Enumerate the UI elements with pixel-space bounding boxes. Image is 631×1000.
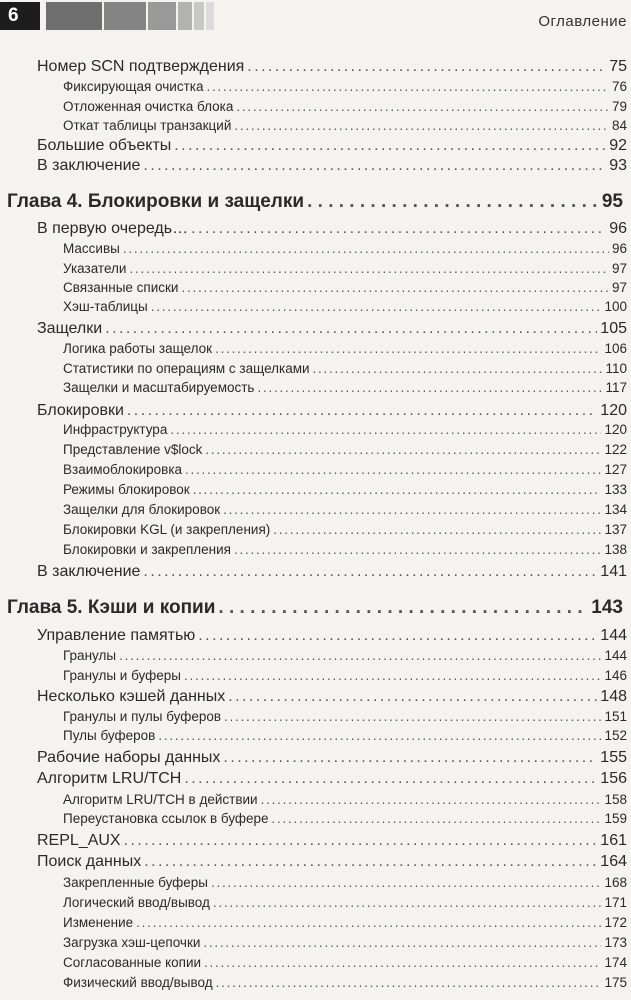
toc-entry-page: 97 bbox=[611, 280, 627, 295]
dot-leader bbox=[204, 955, 601, 970]
toc-entry-page: 117 bbox=[605, 380, 627, 395]
toc-entry bbox=[63, 709, 627, 724]
toc-entry-title: Взаимоблокировка bbox=[63, 462, 183, 477]
toc-entry bbox=[63, 299, 627, 314]
toc-entry-page: 164 bbox=[600, 853, 627, 870]
dot-leader bbox=[105, 320, 597, 338]
toc-entry-page: 156 bbox=[600, 770, 627, 787]
dot-leader bbox=[129, 261, 609, 276]
toc-entry-title: Гранулы и буферы bbox=[63, 668, 181, 683]
toc-entry bbox=[63, 241, 627, 256]
toc-entry-title: Блокировки KGL (и закрепления) bbox=[63, 522, 271, 537]
toc-entry-title: В заключение bbox=[37, 563, 141, 580]
toc-entry-title: Алгоритм LRU/TCH в действии bbox=[63, 792, 258, 807]
page-number: 6 bbox=[0, 2, 40, 30]
toc-entry-title: Поиск данных bbox=[37, 853, 142, 870]
toc-entry bbox=[63, 792, 627, 807]
toc-entry-title: Алгоритм LRU/TCH bbox=[37, 770, 182, 787]
toc-entry-page: 168 bbox=[604, 875, 627, 890]
toc-entry bbox=[63, 118, 627, 133]
toc-entry bbox=[63, 648, 627, 663]
toc-entry-page: 133 bbox=[604, 482, 627, 497]
toc-entry-title: Режимы блокировок bbox=[63, 482, 190, 497]
toc-entry-page: 174 bbox=[604, 955, 627, 970]
dot-leader bbox=[223, 502, 601, 517]
toc-entry bbox=[37, 688, 627, 706]
toc-entry bbox=[63, 79, 627, 94]
dot-leader bbox=[191, 220, 606, 238]
dot-leader bbox=[143, 563, 597, 581]
toc-entry bbox=[37, 749, 627, 767]
dot-leader bbox=[151, 299, 602, 314]
dot-leader bbox=[185, 462, 601, 477]
toc-entry-title: Номер SCN подтверждения bbox=[37, 58, 245, 75]
dot-leader bbox=[136, 915, 601, 930]
toc-entry bbox=[63, 668, 627, 683]
toc-entry-title: Глава 5. Кэши и копии bbox=[7, 597, 216, 618]
dot-leader bbox=[144, 853, 597, 871]
toc-entry-page: 155 bbox=[600, 749, 627, 766]
toc-entry-page: 96 bbox=[611, 241, 627, 256]
toc-entry-page: 110 bbox=[605, 361, 627, 376]
toc-entry bbox=[63, 422, 627, 437]
toc-entry-page: 106 bbox=[604, 341, 627, 356]
dot-leader bbox=[207, 79, 609, 94]
toc-entry bbox=[63, 975, 627, 990]
toc-entry-title: Представление v$lock bbox=[63, 442, 203, 457]
dot-leader bbox=[247, 58, 606, 76]
dot-leader bbox=[313, 361, 603, 376]
toc-entry bbox=[63, 522, 627, 537]
toc-entry-title: Связанные списки bbox=[63, 280, 179, 295]
toc-entry-title: Статистики по операциям с защелками bbox=[63, 361, 310, 376]
toc-entry-page: 172 bbox=[604, 915, 627, 930]
toc-entry bbox=[63, 462, 627, 477]
dot-leader bbox=[184, 770, 597, 788]
toc-entry bbox=[37, 220, 627, 238]
toc-entry-title: Хэш-таблицы bbox=[63, 299, 148, 314]
toc-entry-page: 79 bbox=[611, 99, 627, 114]
toc-entry bbox=[37, 402, 627, 420]
dot-leader bbox=[205, 442, 601, 457]
toc-entry-title: Гранулы bbox=[63, 648, 117, 663]
dot-leader bbox=[123, 241, 609, 256]
dot-leader bbox=[307, 191, 599, 213]
toc-entry bbox=[63, 380, 627, 395]
toc-entry bbox=[37, 320, 627, 338]
toc-entry-title: Фиксирующая очистка bbox=[63, 79, 204, 94]
dot-leader bbox=[257, 380, 602, 395]
dot-leader bbox=[272, 811, 602, 826]
toc-entry-title: Рабочие наборы данных bbox=[37, 749, 221, 766]
toc-entry-page: 96 bbox=[609, 220, 627, 237]
toc-entry bbox=[63, 442, 627, 457]
toc-entry-title: Логика работы защелок bbox=[63, 341, 213, 356]
toc-entry bbox=[63, 875, 627, 890]
toc-entry bbox=[63, 542, 627, 557]
toc-entry-page: 161 bbox=[600, 832, 627, 849]
toc-entry-title: Изменение bbox=[63, 915, 134, 930]
toc-entry-title: Загрузка хэш-цепочки bbox=[63, 935, 201, 950]
dot-leader bbox=[211, 875, 601, 890]
dot-leader bbox=[228, 688, 597, 706]
toc-entry bbox=[37, 770, 627, 788]
toc-entry-title: Указатели bbox=[63, 261, 127, 276]
dot-leader bbox=[216, 975, 602, 990]
toc-entry bbox=[63, 502, 627, 517]
dot-leader bbox=[198, 627, 597, 645]
toc-entry-page: 175 bbox=[604, 975, 627, 990]
toc-entry bbox=[63, 811, 627, 826]
toc-entry-page: 143 bbox=[591, 597, 623, 618]
toc-entry-title: В заключение bbox=[37, 157, 141, 174]
toc-entry-page: 138 bbox=[604, 542, 627, 557]
toc-entry bbox=[37, 853, 627, 871]
toc-entry-title: В первую очередь… bbox=[37, 220, 189, 237]
dot-leader bbox=[181, 280, 609, 295]
toc-entry bbox=[63, 955, 627, 970]
toc-entry-page: 93 bbox=[609, 157, 627, 174]
toc-entry-title: Переустановка ссылок в буфере bbox=[63, 811, 269, 826]
dot-leader bbox=[127, 402, 597, 420]
dot-leader bbox=[143, 157, 606, 175]
toc-entry-title: Пулы буферов bbox=[63, 728, 156, 743]
toc-entry bbox=[37, 137, 627, 155]
toc-entry-title: Гранулы и пулы буферов bbox=[63, 709, 222, 724]
toc-entry-page: 122 bbox=[604, 442, 627, 457]
toc-entry-page: 148 bbox=[600, 688, 627, 705]
dot-leader bbox=[215, 341, 601, 356]
toc-entry-page: 173 bbox=[604, 935, 627, 950]
toc-entry-page: 146 bbox=[604, 668, 627, 683]
toc-entry-page: 97 bbox=[611, 261, 627, 276]
dot-leader bbox=[158, 728, 601, 743]
toc-entry-title: Большие объекты bbox=[37, 137, 172, 154]
dot-leader bbox=[193, 482, 602, 497]
dot-leader bbox=[234, 118, 609, 133]
dot-leader bbox=[224, 709, 601, 724]
toc-entry-page: 84 bbox=[611, 118, 627, 133]
toc-entry bbox=[37, 58, 627, 76]
dot-leader bbox=[119, 648, 601, 663]
dot-leader bbox=[170, 422, 601, 437]
toc-entry-page: 120 bbox=[600, 402, 627, 419]
toc-entry bbox=[37, 832, 627, 850]
toc-entry-title: Защелки и масштабируемость bbox=[63, 380, 255, 395]
toc-entry-page: 137 bbox=[604, 522, 627, 537]
toc-entry-page: 152 bbox=[604, 728, 627, 743]
dot-leader bbox=[203, 935, 601, 950]
toc-entry-title: Глава 4. Блокировки и защелки bbox=[7, 191, 305, 212]
toc-entry-title: Несколько кэшей данных bbox=[37, 688, 226, 705]
toc-entry-title: REPL_AUX bbox=[37, 832, 121, 849]
toc-entry-page: 158 bbox=[604, 792, 627, 807]
dot-leader bbox=[213, 895, 602, 910]
toc-entry bbox=[63, 341, 627, 356]
toc-entry bbox=[63, 261, 627, 276]
toc-entry-page: 76 bbox=[611, 79, 627, 94]
toc-chapter-entry bbox=[7, 191, 623, 213]
running-title: Оглавление bbox=[538, 13, 627, 30]
toc-entry-page: 151 bbox=[604, 709, 627, 724]
toc-entry-page: 144 bbox=[600, 627, 627, 644]
toc-chapter-entry bbox=[7, 597, 623, 619]
toc-entry-page: 127 bbox=[604, 462, 627, 477]
dot-leader bbox=[273, 522, 601, 537]
toc-entry-page: 134 bbox=[604, 502, 627, 517]
toc-entry-title: Логический ввод/вывод bbox=[63, 895, 210, 910]
toc-entry bbox=[63, 935, 627, 950]
toc-entry bbox=[63, 99, 627, 114]
toc-entry-title: Закрепленные буферы bbox=[63, 875, 209, 890]
dot-leader bbox=[261, 792, 602, 807]
toc-entry-title: Управление памятью bbox=[37, 627, 196, 644]
toc-entry-page: 92 bbox=[609, 137, 627, 154]
toc-entry-title: Откат таблицы транзакций bbox=[63, 118, 232, 133]
toc-entry-page: 95 bbox=[601, 191, 623, 212]
toc-entry-page: 159 bbox=[604, 811, 627, 826]
toc-entry-page: 100 bbox=[604, 299, 627, 314]
toc-entry bbox=[63, 280, 627, 295]
toc-entry bbox=[63, 895, 627, 910]
toc-entry-title: Защелки bbox=[37, 320, 103, 337]
toc-entry bbox=[37, 627, 627, 645]
toc-entry bbox=[63, 482, 627, 497]
toc-entry-title: Инфраструктура bbox=[63, 422, 168, 437]
dot-leader bbox=[218, 597, 588, 619]
dot-leader bbox=[184, 668, 602, 683]
toc-entry-title: Отложенная очистка блока bbox=[63, 99, 234, 114]
toc-entry-title: Физический ввод/вывод bbox=[63, 975, 213, 990]
dot-leader bbox=[223, 749, 597, 767]
toc-entry-title: Блокировки и закрепления bbox=[63, 542, 231, 557]
toc-entry bbox=[63, 915, 627, 930]
toc-entry-page: 171 bbox=[604, 895, 627, 910]
dot-leader bbox=[236, 99, 609, 114]
toc-entry-page: 105 bbox=[600, 320, 627, 337]
dot-leader bbox=[124, 832, 598, 850]
toc-entry bbox=[37, 157, 627, 175]
toc-entry-title: Блокировки bbox=[37, 402, 124, 419]
toc-entry-title: Защелки для блокировок bbox=[63, 502, 221, 517]
toc-entry-title: Массивы bbox=[63, 241, 120, 256]
toc-entry bbox=[63, 361, 627, 376]
toc-entry-page: 75 bbox=[609, 58, 627, 75]
toc-entry-page: 144 bbox=[604, 648, 627, 663]
toc-entry bbox=[63, 728, 627, 743]
toc-entry-page: 120 bbox=[604, 422, 627, 437]
dot-leader bbox=[234, 542, 601, 557]
dot-leader bbox=[174, 137, 606, 155]
toc-entry-page: 141 bbox=[600, 563, 627, 580]
toc-entry bbox=[37, 563, 627, 581]
toc-entry-title: Согласованные копии bbox=[63, 955, 202, 970]
